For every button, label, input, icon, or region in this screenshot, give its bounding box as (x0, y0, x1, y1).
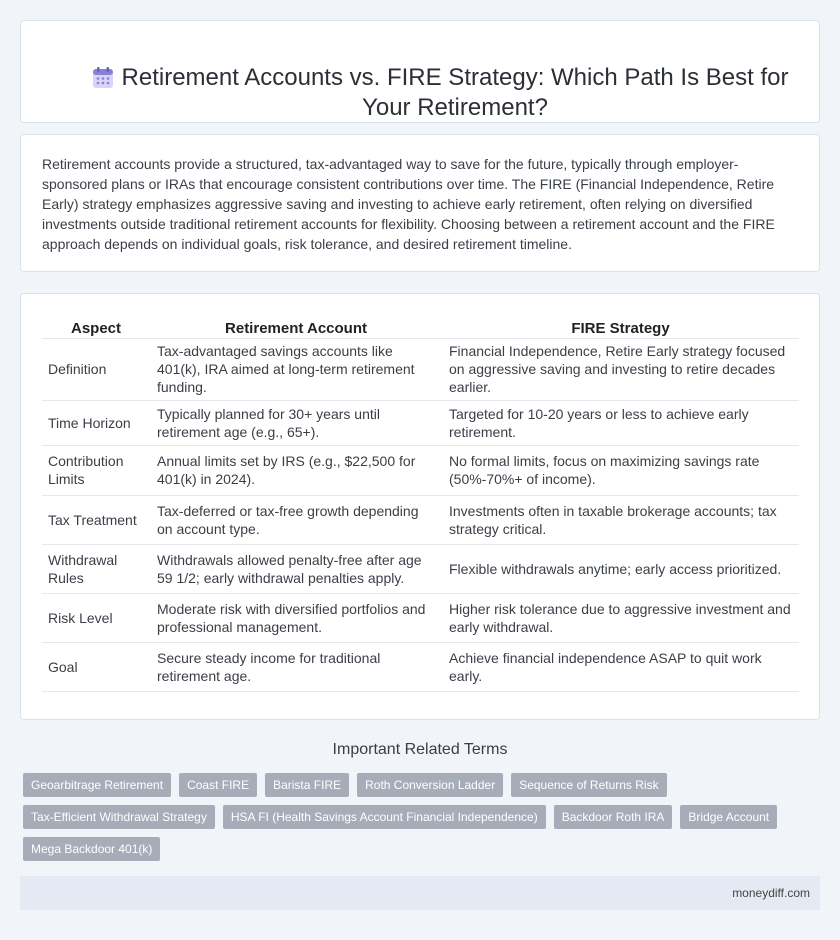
related-term-tag[interactable]: HSA FI (Health Savings Account Financial Independence) (223, 805, 546, 829)
comparison-table (42, 312, 799, 692)
calendar-icon (91, 66, 115, 90)
retirement-account-cell: Secure steady income for traditional retirement age. (150, 643, 442, 692)
footer (20, 876, 820, 910)
related-term-tag[interactable]: Sequence of Returns Risk (511, 773, 666, 797)
comparison-table-card (20, 293, 820, 720)
aspect-cell: Tax Treatment (42, 496, 150, 545)
related-term-tag[interactable]: Geoarbitrage Retirement (23, 773, 171, 797)
page-title: Retirement Accounts vs. FIRE Strategy: Which Path Is Best for Your Retirement? (121, 64, 789, 121)
table-row (42, 401, 799, 446)
table-row (42, 594, 799, 643)
retirement-account-cell: Typically planned for 30+ years until retirement age (e.g., 65+). (150, 401, 442, 446)
table-row (42, 545, 799, 594)
fire-strategy-cell: Investments often in taxable brokerage accounts; tax strategy critical. (442, 496, 799, 545)
header-fire-strategy: FIRE Strategy (442, 312, 799, 339)
related-term-tag[interactable]: Coast FIRE (179, 773, 257, 797)
aspect-cell: Contribution Limits (42, 446, 150, 496)
related-term-tag[interactable]: Roth Conversion Ladder (357, 773, 503, 797)
related-terms-heading: Important Related Terms (332, 741, 508, 758)
aspect-cell: Goal (42, 643, 150, 692)
fire-strategy-cell: Targeted for 10-20 years or less to achieve early retirement. (442, 401, 799, 446)
retirement-account-cell: Withdrawals allowed penalty-free after age 59 1/2; early withdrawal penalties apply. (150, 545, 442, 594)
retirement-account-cell: Tax-advantaged savings accounts like 401(k), IRA aimed at long-term retirement funding. (150, 339, 442, 401)
related-term-tag[interactable]: Barista FIRE (265, 773, 349, 797)
fire-strategy-cell: Achieve financial independence ASAP to quit work early. (442, 643, 799, 692)
title-card (20, 20, 820, 123)
intro-paragraph: Retirement accounts provide a structured, tax-advantaged way to save for the future, typically through employer-sponsored plans or IRAs that encourage consistent contributions over time. The FIRE (Financial Independence, Retire Early) strategy emphasizes aggressive saving and investing to achieve early retirement, often relying on diversified investments outside traditional retirement accounts for flexibility. Choosing between a retirement account and the FIRE approach depends on individual goals, risk tolerance, and desired retirement timeline. (42, 156, 775, 252)
related-terms-list (23, 773, 803, 861)
fire-strategy-cell: Higher risk tolerance due to aggressive investment and early withdrawal. (442, 594, 799, 643)
aspect-cell: Withdrawal Rules (42, 545, 150, 594)
related-term-tag[interactable]: Bridge Account (680, 805, 777, 829)
fire-strategy-cell: No formal limits, focus on maximizing savings rate (50%-70%+ of income). (442, 446, 799, 496)
table-row (42, 643, 799, 692)
table-row (42, 446, 799, 496)
aspect-cell: Definition (42, 339, 150, 401)
related-term-tag[interactable]: Backdoor Roth IRA (554, 805, 673, 829)
retirement-account-cell: Annual limits set by IRS (e.g., $22,500 for 401(k) in 2024). (150, 446, 442, 496)
retirement-account-cell: Tax-deferred or tax-free growth depending on account type. (150, 496, 442, 545)
header-aspect: Aspect (42, 312, 150, 339)
related-term-tag[interactable]: Mega Backdoor 401(k) (23, 837, 160, 861)
table-row (42, 339, 799, 401)
aspect-cell: Risk Level (42, 594, 150, 643)
fire-strategy-cell: Flexible withdrawals anytime; early access prioritized. (442, 545, 799, 594)
fire-strategy-cell: Financial Independence, Retire Early strategy focused on aggressive saving and investing to retire decades earlier. (442, 339, 799, 401)
site-name[interactable]: moneydiff.com (732, 886, 810, 900)
aspect-cell: Time Horizon (42, 401, 150, 446)
intro-card (20, 134, 820, 272)
table-row (42, 496, 799, 545)
related-term-tag[interactable]: Tax-Efficient Withdrawal Strategy (23, 805, 215, 829)
table-header-row (42, 312, 799, 339)
header-retirement-account: Retirement Account (150, 312, 442, 339)
retirement-account-cell: Moderate risk with diversified portfolios and professional management. (150, 594, 442, 643)
